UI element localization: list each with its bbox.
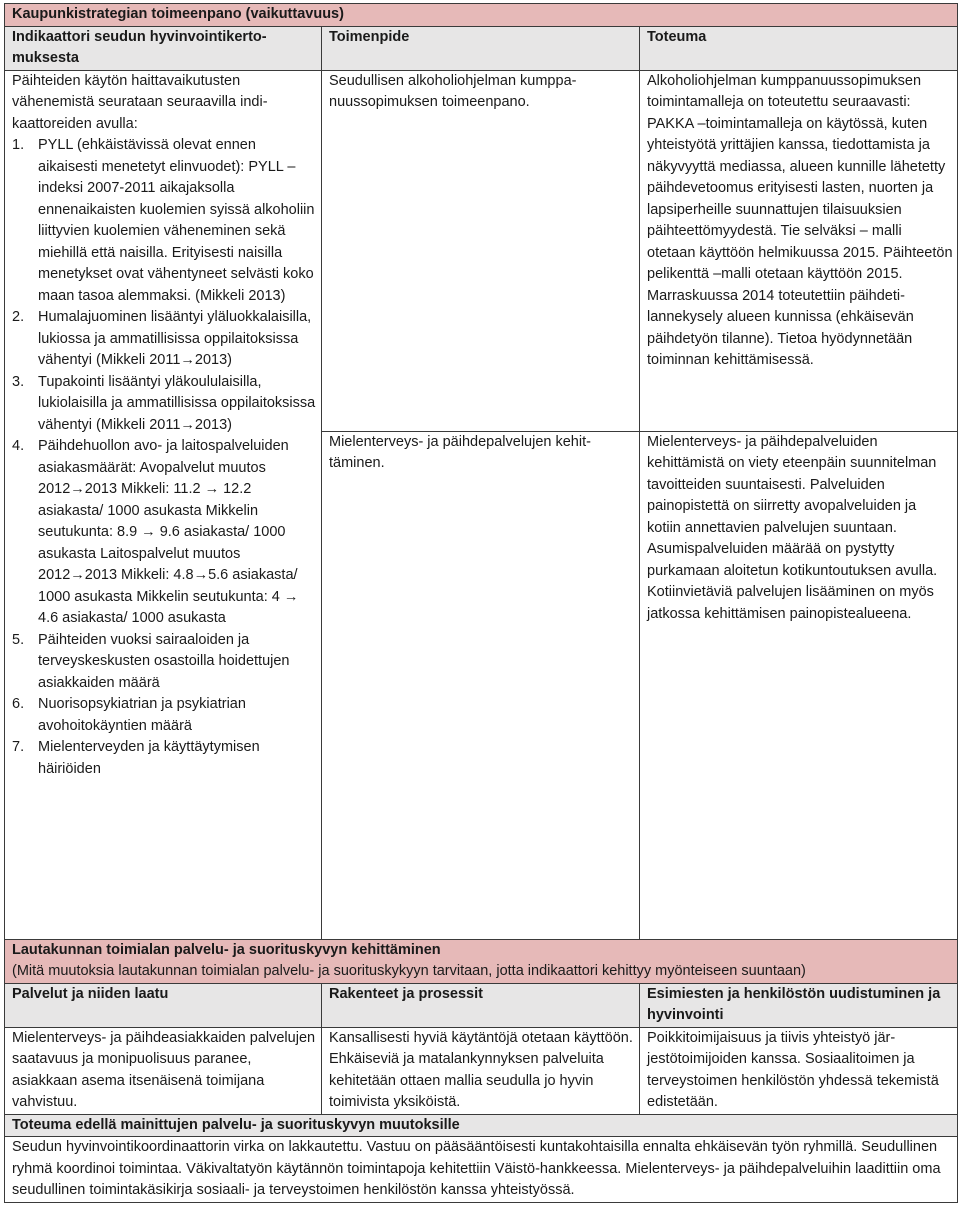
section2-subtitle: (Mitä muutoksia lautakunnan toimialan palvelu- ja suorituskykyyn tarvitaan, jotta indikaattori kehittyy myönteiseen suuntaan) (12, 963, 806, 979)
indicator-intro: Päihteiden käytön haittavaikutusten vähenemistä seurataan seuraavilla indikaattoreiden avulla: (12, 72, 268, 132)
col-header-staff: Esimiesten ja henkilöstön uudistuminen ja hyvinvointi (640, 983, 958, 1027)
col-header-measure: Toimenpide (322, 26, 640, 70)
section2-title-cell (5, 939, 958, 983)
measure-cell-1: Seudullisen alkoholiohjelman kumppanuussopimuksen toimeenpano. (322, 70, 640, 431)
section2-title: Lautakunnan toimialan palvelu- ja suorituskyvyn kehittäminen (12, 941, 441, 958)
section3-title: Toteuma edellä mainittujen palvelu- ja suorituskyvyn muutoksille (5, 1114, 958, 1137)
indicator-item: 1. PYLL (ehkäistävissä olevat ennen aikaisesti menetetyt elinvuodet): PYLL – indeksi 2007-2011 aikajaksolla ennenaikaisten kuolemien syissä alkoholiin liittyvien kuolemien väheneminen sekä miehillä että naisilla. Erityisesti naisilla menetykset ovat vähentyneet selvästi koko maan tasoa alemmaksi. (Mikkeli 2013) (12, 137, 315, 304)
col-header-structures: Rakenteet ja prosessit (322, 983, 640, 1027)
indicator-item: 6. Nuorisopsykiatrian ja psykiatrian avohoitokäyntien määrä (12, 696, 246, 734)
structures-cell: Kansallisesti hyviä käytäntöjä otetaan käyttöön. Ehkäiseviä ja matalankynnyksen palveluita kehitetään ottaen mallia seudulla jo hyvin toimivista yksiköistä. (322, 1027, 640, 1114)
indicator-item: 5. Päihteiden vuoksi sairaaloiden ja terveyskeskusten osastoilla hoidettujen asiakkaiden määrä (12, 631, 290, 691)
staff-cell: Poikkitoimijaisuus ja tiivis yhteistyö järjestötoimijoiden kanssa. Sosiaalitoimen ja terveystoimen henkilöstön yhdessä tekemistä edistetään. (640, 1027, 958, 1114)
col-header-outcome: Toteuma (640, 26, 958, 70)
col-header-indicator: Indikaattori seudun hyvinvointikertomuksesta (5, 26, 322, 70)
services-cell: Mielenterveys- ja päihdeasiakkaiden palvelujen saatavuus ja monipuolisuus paranee, asiakkaan asema itsenäisenä toimijana vahvistuu. (5, 1027, 322, 1114)
section3-text: Seudun hyvinvointikoordinaattorin virka on lakkautettu. Vastuu on pääsääntöisesti kuntakohtaisilla ennalta ehkäisevän työn ryhmillä. Seudullinen ryhmä koordinoi toimintaa. Väkivaltatyön käytännön toimintapoja kehitettiin Väistö-hankkeessa. Mielenterveys- ja päihdepalveluihin laadittiin oma seudullinen toimintakäsikirja sosiaali- ja terveystoimen henkilöstön kanssa yhteistyössä. (5, 1137, 958, 1203)
measure-cell-2: Mielenterveys- ja päihdepalvelujen kehittäminen. (322, 431, 640, 939)
indicator-list (12, 135, 317, 780)
outcome-cell-2: Mielenterveys- ja päihdepalveluiden kehittämistä on viety eteenpäin suunnitelman tavoitteiden suuntaisesti. Palveluiden painopistettä on siirretty avopalveluiden ja kotiin annettavien palvelujen suuntaan. Asumispalveluiden määrää on pystytty purkamaan aloitetun kotikuntoutuksen avulla. Kotiinvietäviä palvelujen lisääminen on myös jatkossa kehittämisen painopistealueena. (640, 431, 958, 939)
strategy-document (4, 3, 957, 1203)
section1-title: Kaupunkistrategian toimeenpano (vaikuttavuus) (5, 4, 958, 27)
strategy-table (4, 3, 958, 1203)
indicator-cell (5, 70, 322, 939)
indicator-item: 4. Päihdehuollon avo- ja laitospalveluiden asiakasmäärät: Avopalvelut muutos 2012→2013 Mikkeli: 11.2 → 12.2 asiakasta/ 1000 asukasta Mikkelin seutukunta: 8.9 → 9.6 asiakasta/ 1000 asukasta Laitospalvelut muutos 2012→2013 Mikkeli: 4.8→5.6 asiakasta/ 1000 asukasta Mikkelin seutukunta: 4 → 4.6 asiakasta/ 1000 asukasta (12, 438, 299, 626)
outcome-cell-1: Alkoholiohjelman kumppanuussopimuksen toimintamalleja on toteutettu seuraavasti: PAKKA –toimintamalleja on käytössä, kuten yhteistyötä yrittäjien kanssa, tiedottamista ja näkyvyyttä mediassa, alueen kunnille lähetetty päihdevetoomus erityisesti lasten, nuorten ja lapsiperheille suunnattujen tilaisuuksien päihteettömyydestä. Tie selväksi – malli otetaan käyttöön helmikuussa 2015. Päihteetön pelikenttä –malli otetaan käyttöön 2015. Marraskuussa 2014 toteutettiin päihdetilannekysely alueen kunnissa (ehkäisevän päihdetyön tilanne). Tietoa hyödynnetään toiminnan kehittämisessä. (640, 70, 958, 431)
col-header-services: Palvelut ja niiden laatu (5, 983, 322, 1027)
indicator-item: 3. Tupakointi lisääntyi yläkoululaisilla, lukiolaisilla ja ammatillisissa oppilaitoksissa vähentyi (Mikkeli 2011→2013) (12, 373, 316, 433)
indicator-item: 2. Humalajuominen lisääntyi yläluokkalaisilla, lukiossa ja ammatillisissa oppilaitoksissa vähentyi (Mikkeli 2011→2013) (12, 309, 312, 368)
indicator-item: 7. Mielenterveyden ja käyttäytymisen häiriöiden (12, 739, 260, 777)
